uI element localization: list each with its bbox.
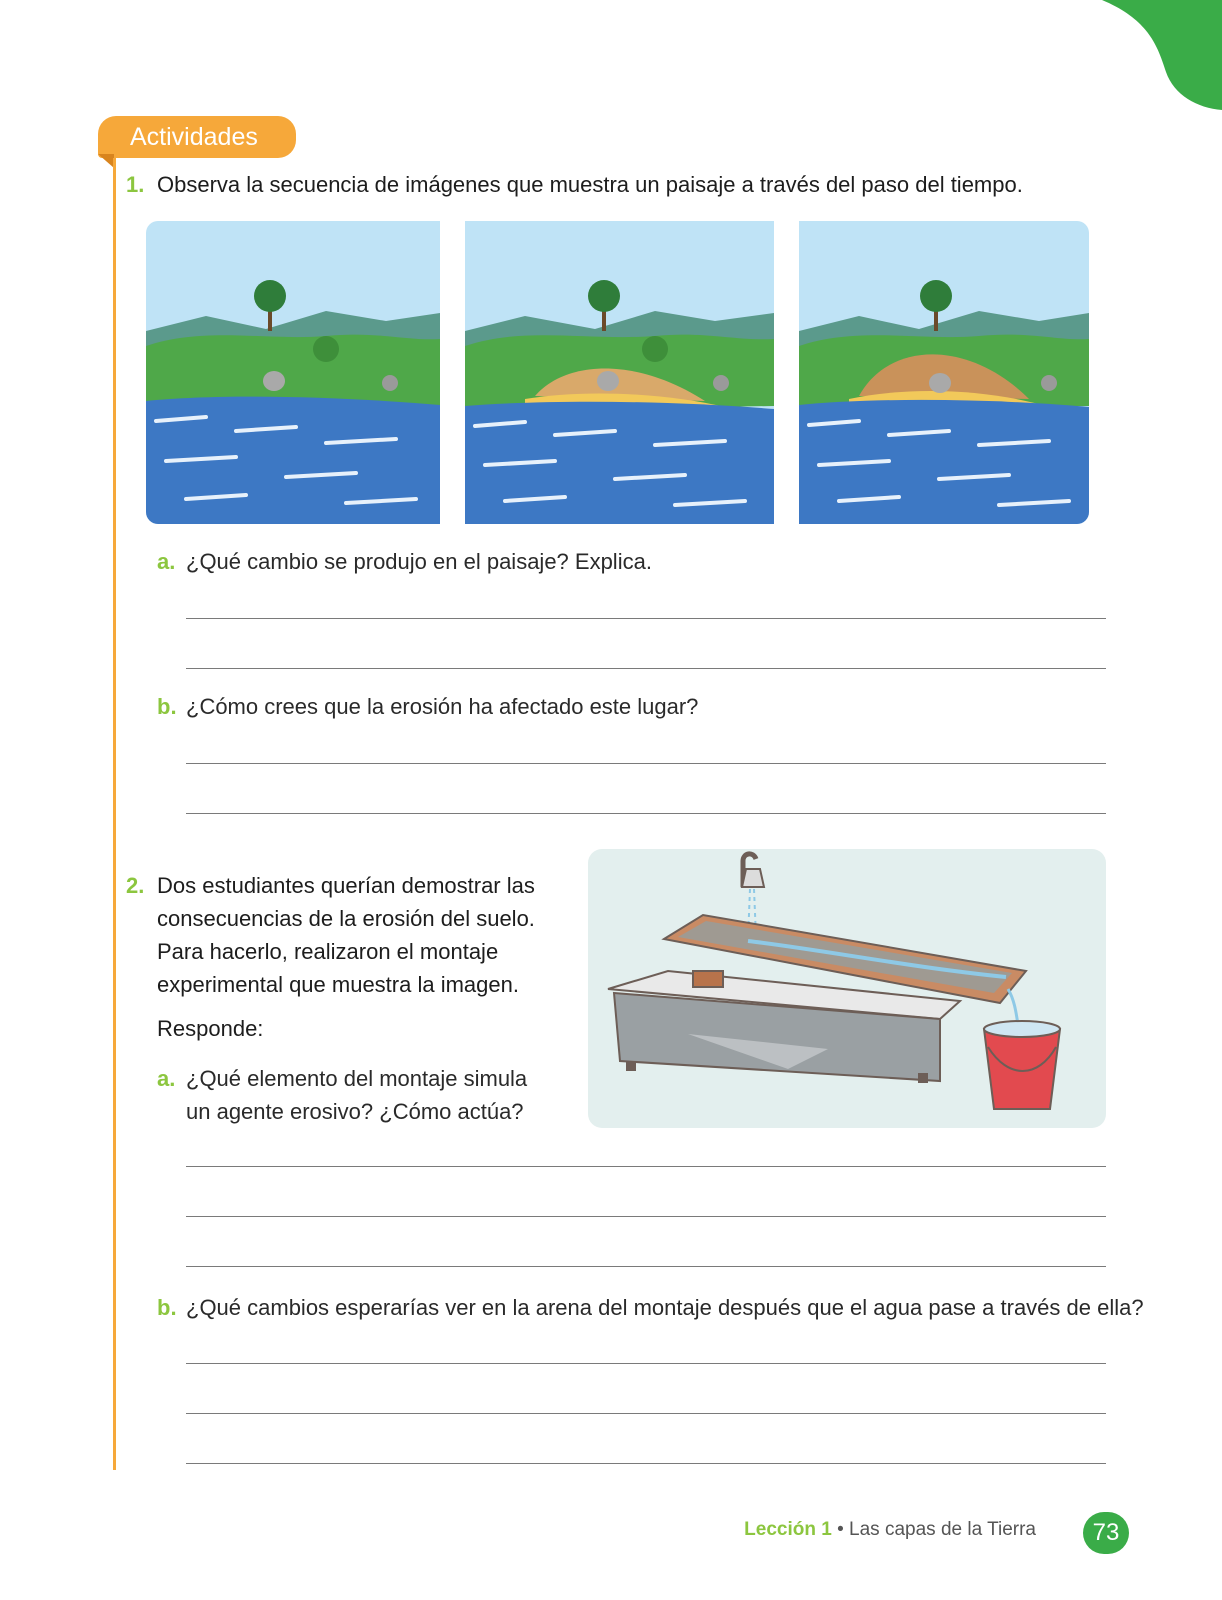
lesson-topic: Las capas de la Tierra	[849, 1519, 1036, 1540]
lesson-label: Lección 1	[744, 1519, 832, 1540]
question-2a-line-2: un agente erosivo? ¿Cómo actúa?	[186, 1099, 524, 1124]
question-2-line-1: Dos estudiantes querían demostrar las	[157, 873, 535, 898]
answer-line[interactable]	[186, 1363, 1106, 1364]
landscape-image-1	[146, 221, 440, 524]
section-rule	[113, 158, 116, 1470]
answer-line[interactable]	[186, 763, 1106, 764]
question-1-text: Observa la secuencia de imágenes que muestra un paisaje a través del paso del tiempo.	[157, 172, 1023, 197]
landscape-image-2	[465, 221, 774, 524]
answer-line[interactable]	[186, 1166, 1106, 1167]
tab-fold	[98, 154, 114, 168]
answer-line[interactable]	[186, 813, 1106, 814]
question-2-respond: Responde:	[157, 1016, 264, 1041]
question-1a-letter: a.	[157, 549, 176, 574]
question-2b-letter: b.	[157, 1295, 177, 1320]
answer-line[interactable]	[186, 668, 1106, 669]
landscape-image-3	[799, 221, 1089, 524]
answer-line[interactable]	[186, 1413, 1106, 1414]
question-2-line-2: consecuencias de la erosión del suelo.	[157, 906, 535, 931]
answer-line[interactable]	[186, 618, 1106, 619]
page-number: 73	[1083, 1512, 1129, 1554]
question-2-line-4: experimental que muestra la imagen.	[157, 972, 519, 997]
footer-lesson	[744, 1519, 1036, 1541]
corner-decoration	[1102, 0, 1222, 110]
question-1a-text: ¿Qué cambio se produjo en el paisaje? Explica.	[186, 549, 652, 574]
activities-tab: Actividades	[98, 116, 296, 158]
question-2b-text: ¿Qué cambios esperarías ver en la arena del montaje después que el agua pase a través de ella?	[186, 1295, 1144, 1320]
question-1-number: 1.	[126, 172, 145, 197]
question-2-line-3: Para hacerlo, realizaron el montaje	[157, 939, 499, 964]
experiment-illustration	[588, 849, 1106, 1128]
answer-line[interactable]	[186, 1216, 1106, 1217]
answer-line[interactable]	[186, 1266, 1106, 1267]
question-1b-letter: b.	[157, 694, 177, 719]
question-2-number: 2.	[126, 873, 145, 898]
question-2a-letter: a.	[157, 1066, 176, 1091]
question-2a-line-1: ¿Qué elemento del montaje simula	[186, 1066, 528, 1091]
question-1b-text: ¿Cómo crees que la erosión ha afectado este lugar?	[186, 694, 699, 719]
answer-line[interactable]	[186, 1463, 1106, 1464]
footer-separator: •	[831, 1519, 850, 1540]
